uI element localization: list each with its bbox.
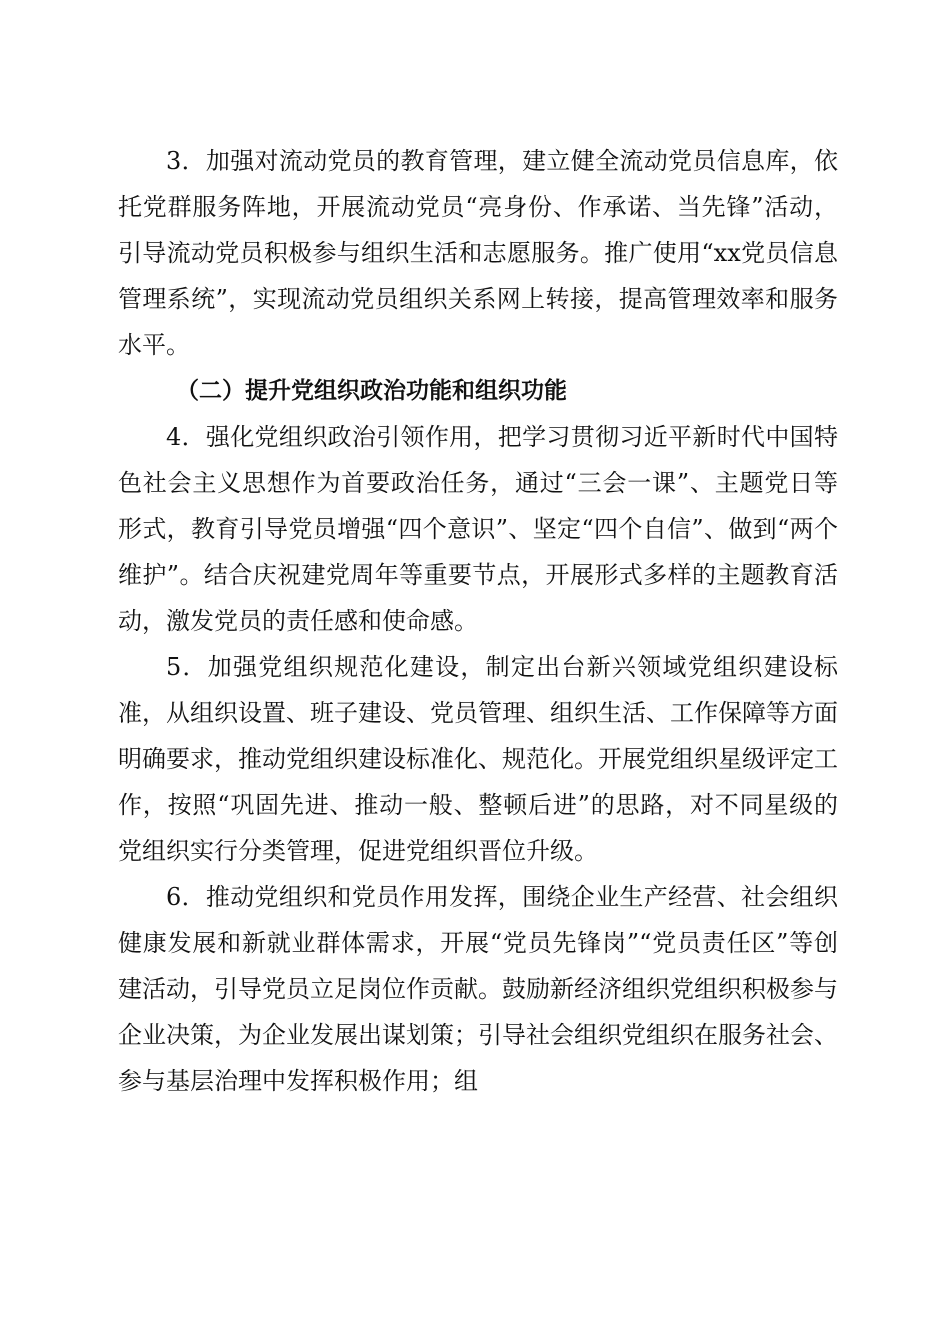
paragraph-item-6: 6．推动党组织和党员作用发挥，围绕企业生产经营、社会组织健康发展和新就业群体需求，开展“党员先锋岗”“党员责任区”等创建活动，引导党员立足岗位作贡献。鼓励新经济组织党组织积极参与企业决策，为企业发展出谋划策；引导社会组织党组织在服务社会、参与基层治理中发挥积极作用；组 xyxy=(118,883,838,1095)
paragraph-item-5: 5．加强党组织规范化建设，制定出台新兴领域党组织建设标准，从组织设置、班子建设、党员管理、组织生活、工作保障等方面明确要求，推动党组织建设标准化、规范化。开展党组织星级评定工作，按照“巩固先进、推动一般、整顿后进”的思路，对不同星级的党组织实行分类管理，促进党组织晋位升级。 xyxy=(118,653,838,865)
paragraph-item-3: 3．加强对流动党员的教育管理，建立健全流动党员信息库，依托党群服务阵地，开展流动党员“亮身份、作承诺、当先锋”活动，引导流动党员积极参与组织生活和志愿服务。推广使用“xx党员信息管理系统”，实现流动党员组织关系网上转接，提高管理效率和服务水平。 xyxy=(118,147,838,359)
paragraph-item-4: 4．强化党组织政治引领作用，把学习贯彻习近平新时代中国特色社会主义思想作为首要政治任务，通过“三会一课”、主题党日等形式，教育引导党员增强“四个意识”、坚定“四个自信”、做到“两个维护”。结合庆祝建党周年等重要节点，开展形式多样的主题教育活动，激发党员的责任感和使命感。 xyxy=(118,423,838,635)
section-heading: （二）提升党组织政治功能和组织功能 xyxy=(176,378,567,404)
document-body xyxy=(118,138,838,1104)
